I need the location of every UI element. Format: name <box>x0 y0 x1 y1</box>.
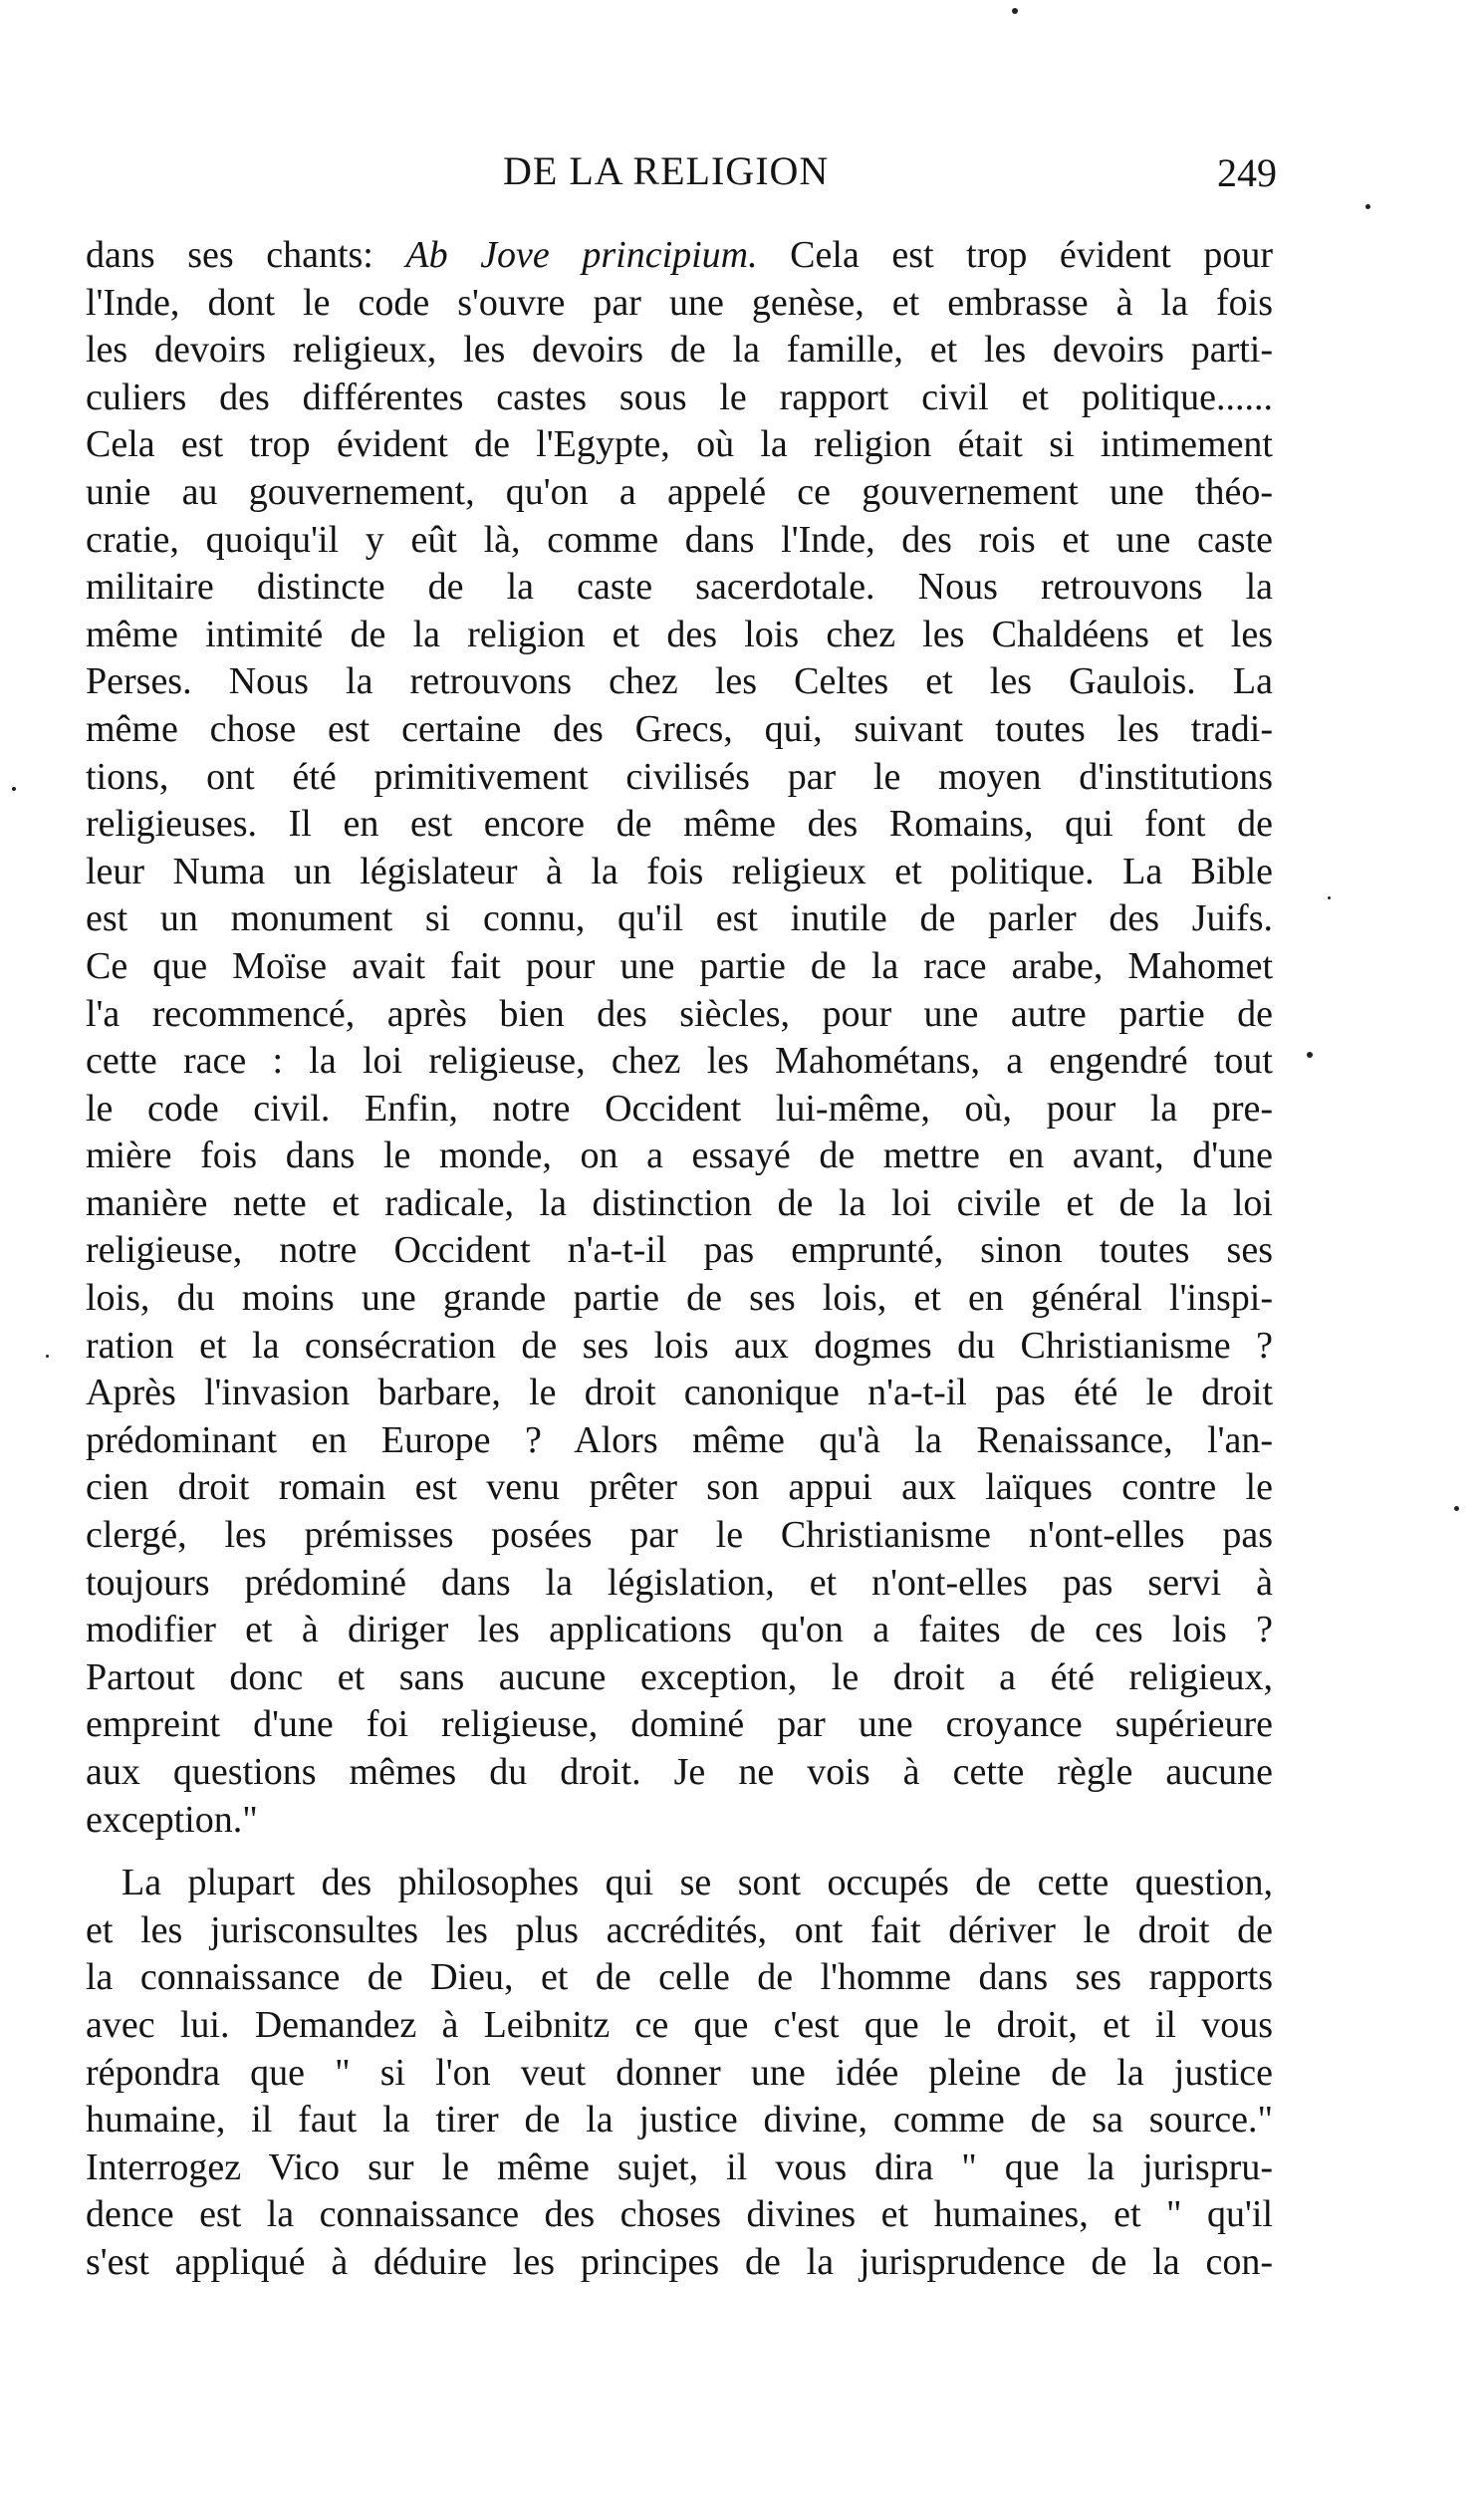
text-line: Perses. Nous la retrouvons chez les Celtes et les Gaulois. La <box>86 660 1273 703</box>
text-line: cien droit romain est venu prêter son appui aux laïques contre le <box>86 1466 1273 1509</box>
scan-speck <box>1328 896 1331 899</box>
text-line: Ce que Moïse avait fait pour une partie de la race arabe, Mahomet <box>86 944 1273 987</box>
text-line: militaire distincte de la caste sacerdotale. Nous retrouvons la <box>86 566 1273 609</box>
text-line: toujours prédominé dans la législation, et n'ont-elles pas servi à <box>86 1561 1273 1604</box>
text-line: ration et la consécration de ses lois aux dogmes du Christianisme ? <box>86 1324 1273 1367</box>
text-line: même intimité de la religion et des lois chez les Chaldéens et les <box>86 613 1273 655</box>
text-line: aux questions mêmes du droit. Je ne vois à cette règle aucune <box>86 1751 1273 1793</box>
text-line: répondra que " si l'on veut donner une idée pleine de la justice <box>86 2051 1273 2094</box>
text-line: religieuses. Il en est encore de même des Romains, qui font de <box>86 803 1273 846</box>
body-text <box>86 232 1273 2287</box>
text-line: cratie, quoiqu'il y eût là, comme dans l'Inde, des rois et une caste <box>86 518 1273 561</box>
scan-speck <box>12 787 16 791</box>
text-line: humaine, il faut la tirer de la justice divine, comme de sa source." <box>86 2099 1273 2142</box>
page-header <box>0 139 1482 199</box>
text-line: religieuse, notre Occident n'a-t-il pas emprunté, sinon toutes ses <box>86 1229 1273 1272</box>
italic-quote: Ab Jove principium. <box>405 234 758 276</box>
text-line: culiers des différentes castes sous le rapport civil et politique...... <box>86 376 1273 418</box>
text-line: le code civil. Enfin, notre Occident lui-même, où, pour la pre- <box>86 1087 1273 1130</box>
text-line: manière nette et radicale, la distinction de la loi civile et de la loi <box>86 1181 1273 1224</box>
scan-speck <box>1307 1052 1313 1058</box>
text-line: s'est appliqué à déduire les principes de la jurisprudence de la con- <box>86 2240 1273 2283</box>
text-line: lois, du moins une grande partie de ses lois, et en général l'inspi- <box>86 1277 1273 1320</box>
text-line: Interrogez Vico sur le même sujet, il vous dira " que la jurispru- <box>86 2145 1273 2188</box>
text-line: dans ses chants: Ab Jove principium. Cela est trop évident pour <box>86 234 1273 276</box>
scan-speck <box>1012 8 1018 14</box>
text-line: est un monument si connu, qu'il est inutile de parler des Juifs. <box>86 897 1273 940</box>
text-line: même chose est certaine des Grecs, qui, suivant toutes les tradi- <box>86 707 1273 750</box>
text-line: La plupart des philosophes qui se sont occupés de cette question, <box>122 1862 1273 1904</box>
text-line: Après l'invasion barbare, le droit canonique n'a-t-il pas été le droit <box>86 1372 1273 1414</box>
text-line: Cela est trop évident de l'Egypte, où la religion était si intimement <box>86 423 1273 466</box>
paragraph-gap <box>86 1844 1273 1860</box>
text-line: l'Inde, dont le code s'ouvre par une genèse, et embrasse à la fois <box>86 281 1273 324</box>
page-number: 249 <box>1217 150 1277 195</box>
text-line: clergé, les prémisses posées par le Christianisme n'ont-elles pas <box>86 1514 1273 1557</box>
text-line: tions, ont été primitivement civilisés par le moyen d'institutions <box>86 755 1273 798</box>
text-line: et les jurisconsultes les plus accrédités, ont fait dériver le droit de <box>86 1908 1273 1951</box>
text-line: Partout donc et sans aucune exception, le droit a été religieux, <box>86 1655 1273 1698</box>
scan-speck <box>46 1355 49 1358</box>
text-line: unie au gouvernement, qu'on a appelé ce gouvernement une théo- <box>86 470 1273 513</box>
paragraph-2 <box>86 1860 1273 2286</box>
scan-speck <box>1454 1506 1459 1511</box>
text-line: l'a recommencé, après bien des siècles, pour une autre partie de <box>86 992 1273 1035</box>
text-line: empreint d'une foi religieuse, dominé par une croyance supérieure <box>86 1703 1273 1746</box>
text-line: cette race : la loi religieuse, chez les Mahométans, a engendré tout <box>86 1040 1273 1083</box>
running-title: DE LA RELIGION <box>503 148 830 193</box>
text-line: dence est la connaissance des choses divines et humaines, et " qu'il <box>86 2193 1273 2236</box>
text-line: la connaissance de Dieu, et de celle de l'homme dans ses rapports <box>86 1956 1273 1999</box>
text-line: leur Numa un législateur à la fois religieux et politique. La Bible <box>86 850 1273 892</box>
text-line: prédominant en Europe ? Alors même qu'à la Renaissance, l'an- <box>86 1418 1273 1461</box>
text-line: exception." <box>86 1798 258 1841</box>
text-line: les devoirs religieux, les devoirs de la famille, et les devoirs parti- <box>86 329 1273 372</box>
text-line: avec lui. Demandez à Leibnitz ce que c'est que le droit, et il vous <box>86 2003 1273 2046</box>
scan-speck <box>1365 204 1370 209</box>
text-line: modifier et à diriger les applications qu'on a faites de ces lois ? <box>86 1609 1273 1651</box>
text-line: mière fois dans le monde, on a essayé de mettre en avant, d'une <box>86 1134 1273 1177</box>
paragraph-1 <box>86 232 1273 1844</box>
